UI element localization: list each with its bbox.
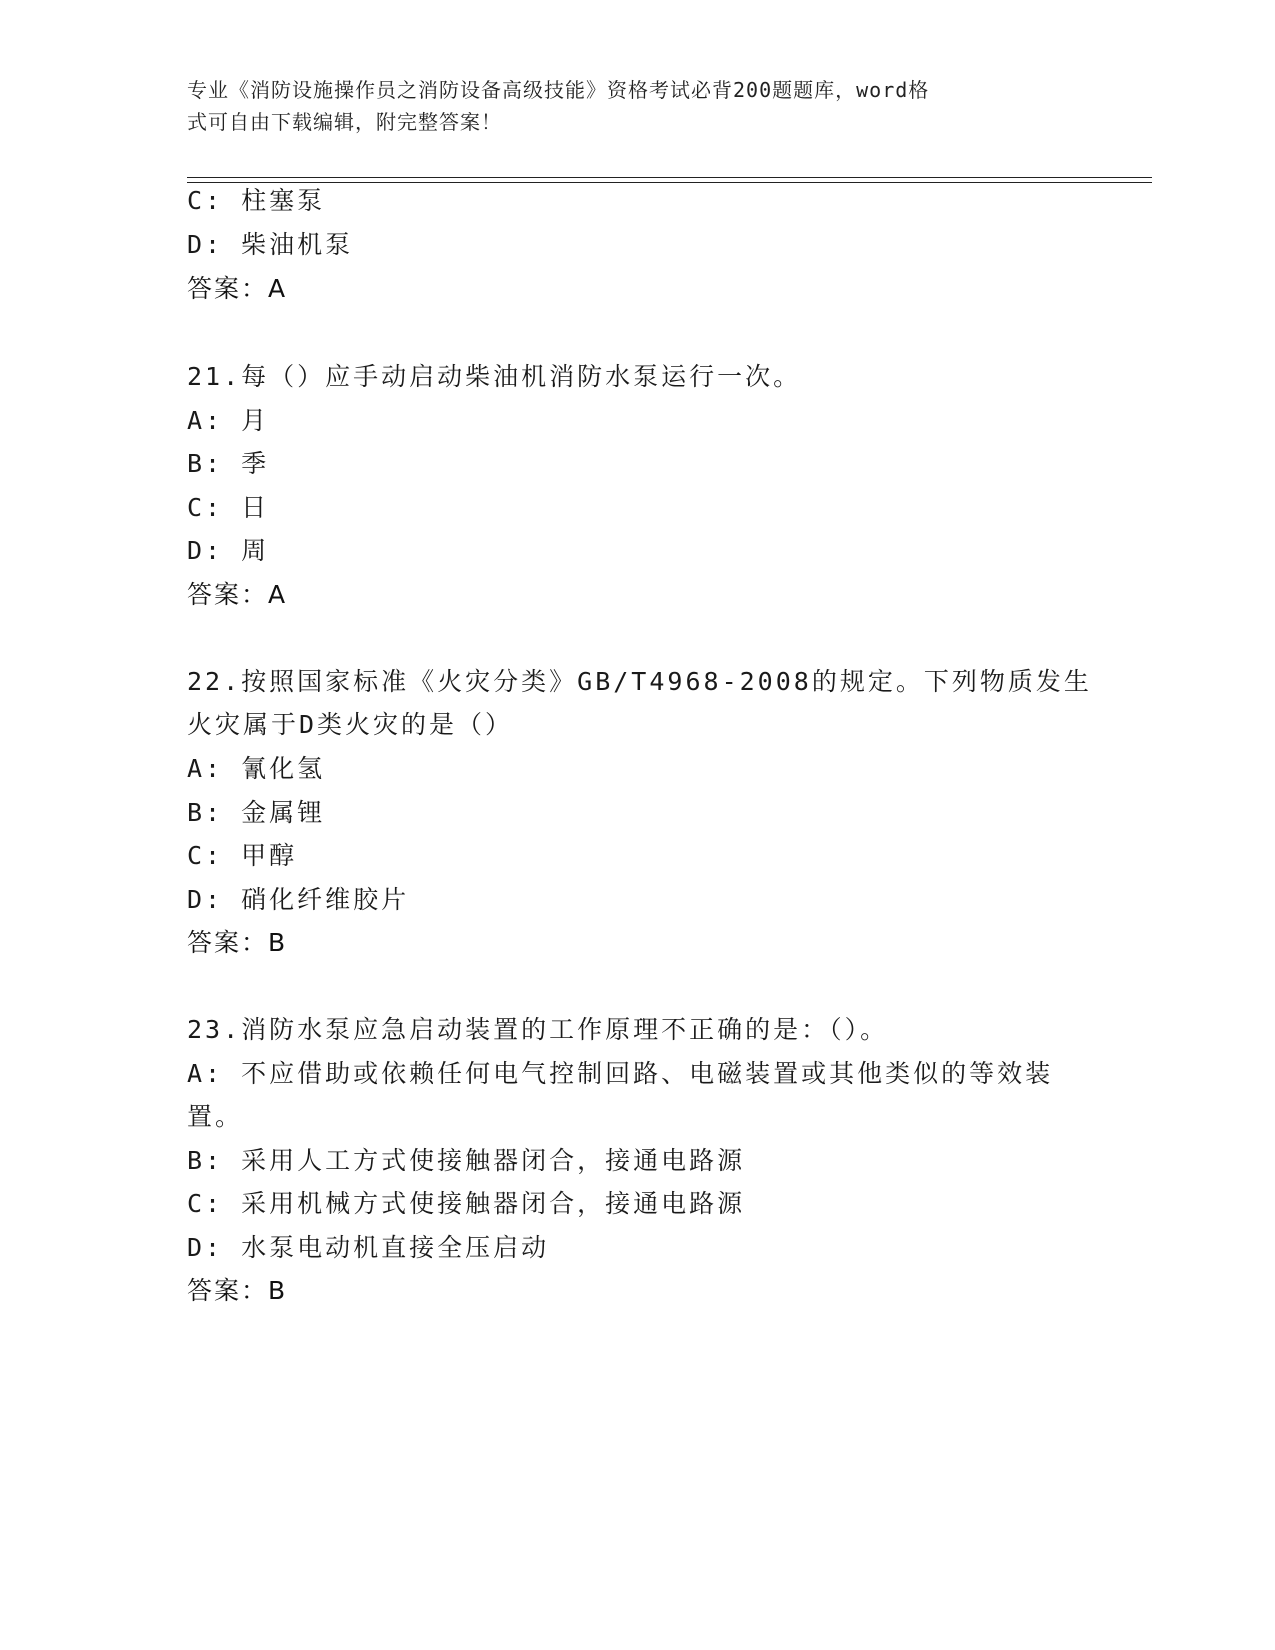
- q21-option-d: D: 周: [187, 536, 270, 565]
- q21-option-c: C: 日: [187, 493, 270, 522]
- q22-stem-line-1: 22.按照国家标准《火灾分类》GB/T4968-2008的规定。下列物质发生: [187, 667, 1092, 696]
- q23-option-a-line-1: A: 不应借助或依赖任何电气控制回路、电磁装置或其他类似的等效装: [187, 1059, 1054, 1088]
- q21-option-a: A: 月: [187, 406, 270, 435]
- q23-answer: 答案：B: [187, 1276, 288, 1305]
- header-title-line-1: 专业《消防设施操作员之消防设备高级技能》资格考试必背200题题库，word格: [187, 78, 930, 102]
- prev-option-c: C: 柱塞泵: [187, 186, 326, 215]
- q21-answer: 答案：A: [187, 580, 288, 609]
- q22-option-a: A: 氰化氢: [187, 754, 326, 783]
- prev-option-d: D: 柴油机泵: [187, 230, 354, 259]
- q21-option-b: B: 季: [187, 449, 270, 478]
- header-title-line-2: 式可自由下载编辑，附完整答案！: [187, 110, 502, 134]
- q22-option-c: C: 甲醇: [187, 841, 298, 870]
- q23-option-a-line-2: 置。: [187, 1102, 244, 1131]
- document-header: [187, 74, 1067, 138]
- q23-stem: 23.消防水泵应急启动装置的工作原理不正确的是：（）。: [187, 1015, 889, 1044]
- q23-option-b: B: 采用人工方式使接触器闭合，接通电路源: [187, 1146, 746, 1175]
- q22-stem-line-2: 火灾属于D类火灾的是（）: [187, 710, 514, 739]
- q22-option-d: D: 硝化纤维胶片: [187, 885, 410, 914]
- header-divider-bottom: [187, 182, 1152, 183]
- q22-option-b: B: 金属锂: [187, 798, 326, 827]
- q23-option-d: D: 水泵电动机直接全压启动: [187, 1233, 550, 1262]
- header-divider-top: [187, 177, 1152, 178]
- q23-option-c: C: 采用机械方式使接触器闭合，接通电路源: [187, 1189, 746, 1218]
- q22-answer: 答案：B: [187, 928, 288, 957]
- q21-stem: 21.每（）应手动启动柴油机消防水泵运行一次。: [187, 362, 802, 391]
- prev-answer: 答案：A: [187, 274, 288, 303]
